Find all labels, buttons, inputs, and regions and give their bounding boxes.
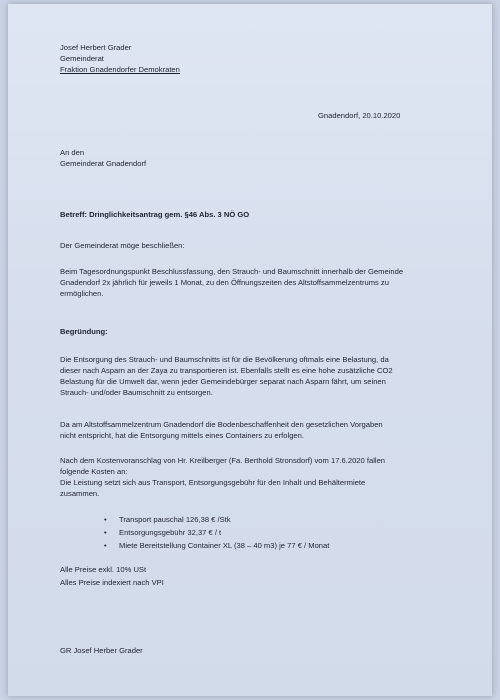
cost-item: • Transport pauschal 126,38 € /Stk [104, 515, 231, 524]
sender-role: Gemeinderat [60, 54, 104, 63]
reason-line: Da am Altstoffsammelzentrum Gnadendorf die Bodenbeschaffenheit den gesetzlichen Vorgaben [60, 420, 383, 429]
reason-heading: Begründung: [60, 327, 108, 336]
cost-intro-line: zusammen. [60, 489, 100, 498]
bullet-icon: • [104, 541, 107, 550]
motion-line: Gnadendorf 2x jährlich für jeweils 1 Monat, zu den Öffnungszeiten des Altstoffsammelzentrums zu [60, 278, 389, 287]
sender-name: Josef Herbert Grader [60, 43, 132, 52]
place-date: Gnadendorf, 20.10.2020 [318, 111, 401, 120]
sender-faction: Fraktion Gnadendorfer Demokraten [60, 65, 180, 74]
letter-page [8, 4, 492, 696]
reason-line: dieser nach Asparn an der Zaya zu transportieren ist. Ebenfalls stellt es eine hohe zusätzliche CO2 [60, 366, 393, 375]
signature: GR Josef Herber Grader [60, 646, 143, 655]
cost-intro-line: Nach dem Kostenvoranschlag von Hr. Kreilberger (Fa. Berthold Stronsdorf) vom 17.6.2020 fallen [60, 456, 386, 465]
bullet-icon: • [104, 528, 107, 537]
reason-line: nicht entspricht, hat die Entsorgung mittels eines Containers zu erfolgen. [60, 431, 304, 440]
motion-intro: Der Gemeinderat möge beschließen: [60, 241, 185, 250]
cost-item: • Miete Bereitstellung Container XL (38 – 40 m3) je 77 € / Monat [104, 541, 330, 550]
cost-intro-line: folgende Kosten an: [60, 467, 128, 476]
reason-line: Strauch- und/oder Baumschnitt zu entsorgen. [60, 388, 213, 397]
motion-line: ermöglichen. [60, 289, 104, 298]
reason-line: Die Entsorgung des Strauch- und Baumschnitts ist für die Bevölkerung oftmals eine Belastung, da [60, 355, 389, 364]
recipient-line-2: Gemeinderat Gnadendorf [60, 159, 147, 168]
bullet-icon: • [104, 515, 107, 524]
cost-item: • Entsorgungsgebühr 32,37 € / t [104, 528, 222, 537]
recipient-line-1: An den [60, 148, 85, 157]
note-line: Alle Preise exkl. 10% USt [60, 565, 147, 574]
note-line: Alles Preise indexiert nach VPI [60, 578, 164, 587]
cost-list [104, 513, 329, 552]
cost-intro-line: Die Leistung setzt sich aus Transport, Entsorgungsgebühr für den Inhalt und Behältermiete [60, 478, 366, 487]
motion-line: Beim Tagesordnungspunkt Beschlussfassung, den Strauch- und Baumschnitt innerhalb der Gemeinde [60, 267, 404, 276]
subject-line: Betreff: Dringlichkeitsantrag gem. §46 Abs. 3 NÖ GO [60, 210, 250, 219]
reason-line: Belastung für die Umwelt dar, wenn jeder Gemeindebürger separat nach Asparn fährt, um seinen [60, 377, 386, 386]
